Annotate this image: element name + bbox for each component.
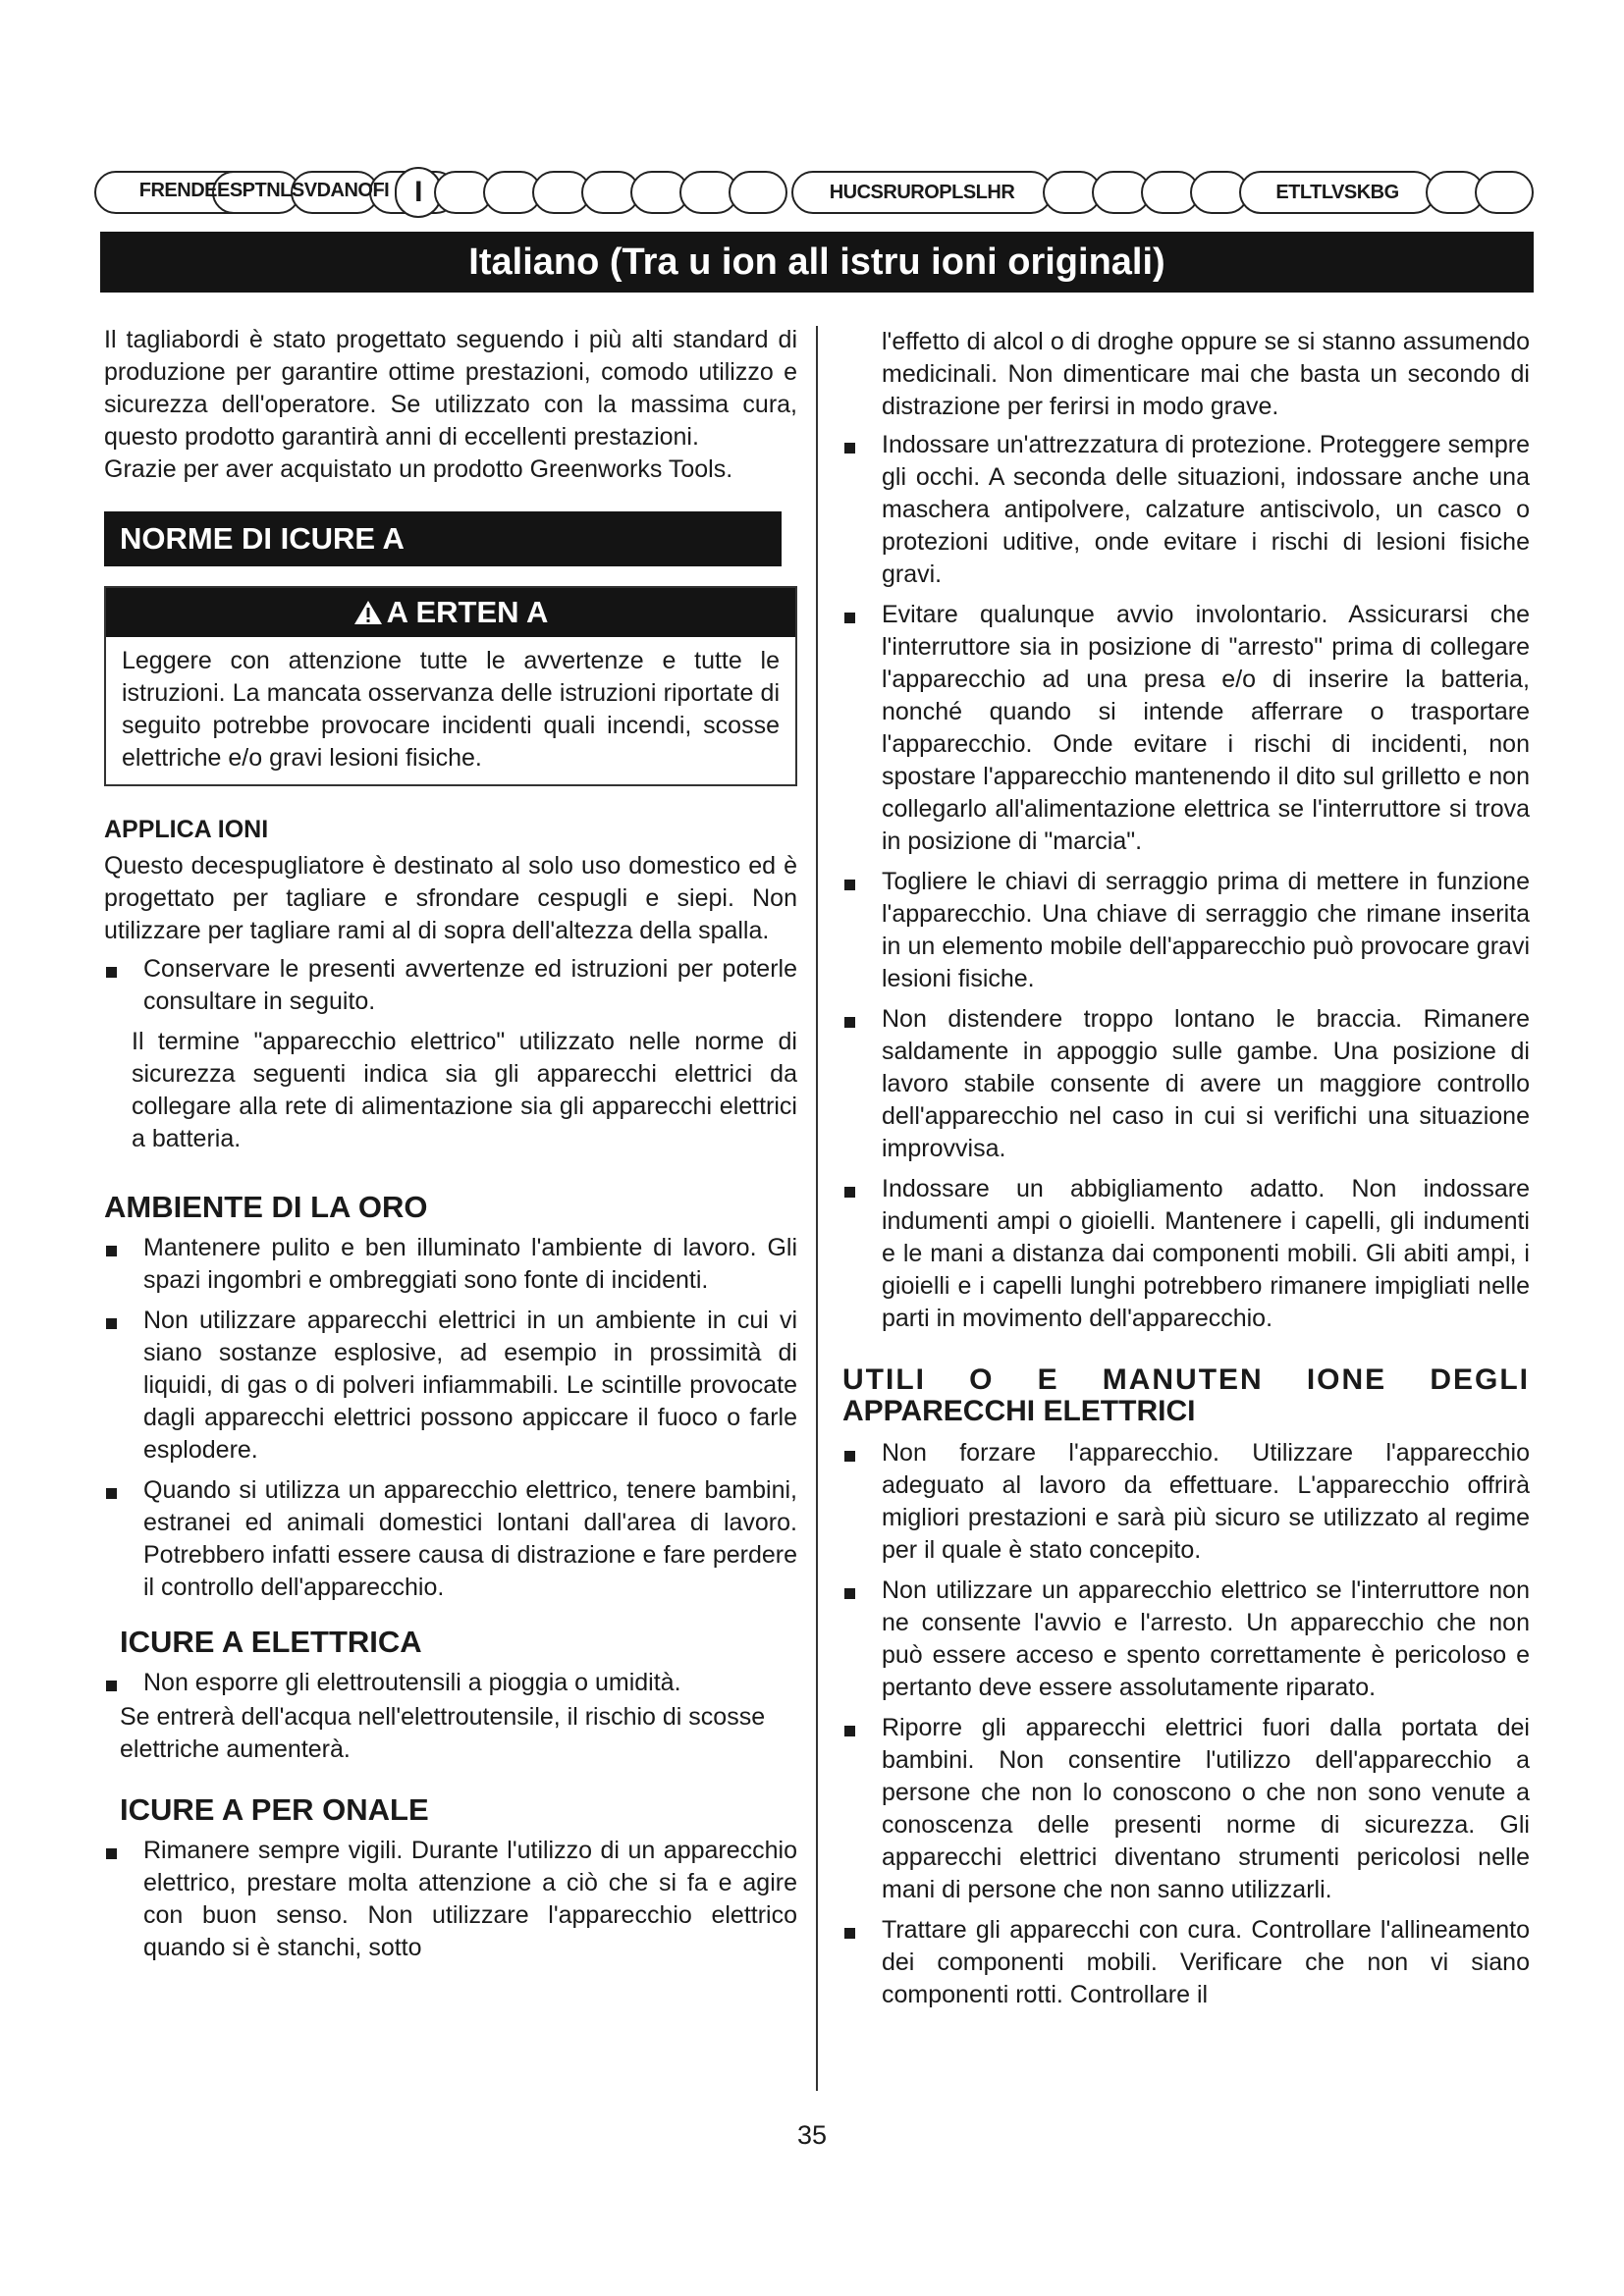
heading-utilizzo-line1: UTILI O E MANUTEN IONE DEGLI — [842, 1363, 1530, 1396]
lang-oval — [1475, 171, 1534, 214]
heading-utilizzo-line2: APPARECCHI ELETTRICI — [842, 1395, 1196, 1427]
elettrica-note: Se entrerà dell'acqua nell'elettroutensile, il rischio di scosse elettriche aumenterà. — [120, 1703, 766, 1763]
language-tabs-group-2[interactable] — [791, 171, 1053, 214]
list-item: Riporre gli apparecchi elettrici fuori dalla portata dei bambini. Non consentire l'utilizzo dell'apparecchio a persone che non lo conoscono o che non sono venute a conoscenza delle presenti norme di sicurezza. Gli apparecchi elettrici diventano strumenti pericolosi nelle mani di persone che non sanno utilizzarli. — [842, 1712, 1530, 1906]
list-item: Trattare gli apparecchi con cura. Controllare l'allineamento dei componenti mobili. Verificare che non vi siano componenti rotti. Controllare il — [842, 1914, 1530, 2011]
warning-text: Leggere con attenzione tutte le avvertenze e tutte le istruzioni. La mancata osservanza delle istruzioni riportate di seguito potrebbe provocare incidenti quali incendi, scosse elettriche e/o gravi lesioni fisiche. — [122, 647, 780, 772]
language-tab-active-label: I — [414, 176, 422, 208]
personale-list — [104, 1835, 797, 1964]
list-item: Non distendere troppo lontano le braccia. Rimanere saldamente in appoggio sulle gambe. Una posizione di lavoro stabile consente di avere un maggiore controllo dell'apparecchio nel caso in cui si verifichi una situazione improvvisa. — [842, 1003, 1530, 1165]
list-item: Quando si utilizza un apparecchio elettrico, tenere bambini, estranei ed animali domestici lontani dall'area di lavoro. Potrebbero infatti essere causa di distrazione e fare perdere il controllo dell'apparecchio. — [104, 1474, 797, 1604]
warning-title: A ERTEN A — [386, 595, 549, 629]
ambiente-list — [104, 1232, 797, 1604]
heading-personale: ICURE A PER ONALE — [120, 1792, 429, 1827]
list-item: Non forzare l'apparecchio. Utilizzare l'apparecchio adeguato al lavoro da effettuare. L'apparecchio offrirà migliori prestazioni e sarà più sicuro se utilizzato al regime per il quale è stato concepito. — [842, 1437, 1530, 1567]
list-item: Indossare un abbigliamento adatto. Non indossare indumenti ampi o gioielli. Mantenere i capelli, gli indumenti e le mani a distanza dai componenti mobili. Gli abiti ampi, i gioielli e i capelli lunghi potrebbero rimanere impigliati nelle parti in movimento dell'apparecchio. — [842, 1173, 1530, 1335]
warning-box — [104, 586, 797, 786]
language-tabs-label: ETLTLVSKBG — [1275, 182, 1399, 203]
list-item: Conservare le presenti avvertenze ed istruzioni per poterle consultare in seguito. — [104, 953, 797, 1018]
list-item: Evitare qualunque avvio involontario. Assicurarsi che l'interruttore sia in posizione di "arresto" prima di collegare l'apparecchio ad una presa e/o di inserire la batteria, nonché quando si intende afferrare o trasportare l'apparecchio. Onde evitare i rischi di incidenti, non spostare l'apparecchio mantenendo il dito sul grilletto e non collegarlo all'alimentazione elettrica se l'interruttore si trova in posizione di "marcia". — [842, 599, 1530, 858]
list-item: Non utilizzare un apparecchio elettrico se l'interruttore non ne consente l'avvio e l'arresto. Un apparecchio che non può essere acceso e spento correttamente è pericoloso e pertanto deve essere assolutamente riparato. — [842, 1575, 1530, 1704]
personale-continuation: l'effetto di alcol o di droghe oppure se si stanno assumendo medicinali. Non dimenticare mai che basta un secondo di distrazione per ferirsi in modo grave. — [882, 328, 1530, 420]
language-tab-strip — [94, 171, 1538, 220]
list-item: Non esporre gli elettroutensili a pioggia o umidità. — [104, 1667, 797, 1699]
utilizzo-list — [842, 1437, 1530, 2011]
column-divider — [816, 326, 818, 2091]
page-number: 35 — [796, 2120, 828, 2150]
list-item: Rimanere sempre vigili. Durante l'utilizzo di un apparecchio elettrico, prestare molta attenzione a ciò che si fa e agire con buon senso. Non utilizzare l'apparecchio elettrico quando si è stanchi, sotto — [104, 1835, 797, 1964]
language-tabs-group-3[interactable] — [1239, 171, 1435, 214]
heading-applicazioni: APPLICA IONI — [104, 816, 269, 843]
list-item: Togliere le chiavi di serraggio prima di mettere in funzione l'apparecchio. Una chiave di serraggio che rimane inserita in un elemento mobile dell'apparecchio può provocare gravi lesioni fisiche. — [842, 866, 1530, 995]
lang-oval — [729, 171, 787, 214]
heading-elettrica: ICURE A ELETTRICA — [120, 1625, 422, 1659]
warning-triangle-icon — [353, 600, 383, 625]
applicazioni-text: Questo decespugliatore è destinato al solo uso domestico ed è progettato per tagliare e sfrondare cespugli e siepi. Non utilizzare per tagliare rami al di sopra dell'altezza della spalla. — [104, 852, 797, 944]
list-item: Indossare un'attrezzatura di protezione. Proteggere sempre gli occhi. A seconda delle situazioni, indossare anche una maschera antipolvere, calzature antiscivolo, un casco o protezioni uditive, onde evitare i rischi di lesioni fisiche gravi. — [842, 429, 1530, 591]
intro-thanks: Grazie per aver acquistato un prodotto Greenworks Tools. — [104, 455, 733, 483]
personale-list-continued — [842, 429, 1530, 1335]
warning-header — [106, 588, 795, 637]
applicazioni-list — [104, 953, 797, 1018]
list-item: Non utilizzare apparecchi elettrici in un ambiente in cui vi siano sostanze esplosive, ad esempio in prossimità di liquidi, di gas o di polveri infiammabili. Le scintille provocate dagli apparecchi elettrici possono appiccare il fuoco o farle esplodere. — [104, 1305, 797, 1467]
language-tabs-group-1[interactable] — [94, 171, 434, 214]
language-tabs-label: FRENDEESPTNLSVDANOFI — [138, 180, 390, 201]
language-tabs-label: HUCSRUROPLSLHR — [829, 182, 1015, 203]
elettrica-list — [104, 1667, 797, 1699]
intro-paragraph: Il tagliabordi è stato progettato seguendo i più alti standard di produzione per garantire ottime prestazioni, comodo utilizzo e sicurezza dell'operatore. Se utilizzato con la massima cura, questo prodotto garantirà anni di eccellenti prestazioni. — [104, 326, 797, 451]
page-title: Italiano (Tra u ion all istru ioni originali) — [100, 232, 1534, 293]
list-item: Mantenere pulito e ben illuminato l'ambiente di lavoro. Gli spazi ingombri e ombreggiati sono fonte di incidenti. — [104, 1232, 797, 1297]
left-column — [104, 324, 797, 1972]
right-column — [842, 324, 1530, 2019]
heading-ambiente: AMBIENTE DI LA ORO — [104, 1190, 428, 1224]
heading-utilizzo — [842, 1364, 1530, 1427]
applicazioni-note: Il termine "apparecchio elettrico" utilizzato nelle norme di sicurezza seguenti indica sia gli apparecchi elettrici da collegare alla rete di alimentazione sia gli apparecchi elettrici a batteria. — [132, 1028, 797, 1152]
section-heading-norme: NORME DI ICURE A — [104, 511, 782, 566]
